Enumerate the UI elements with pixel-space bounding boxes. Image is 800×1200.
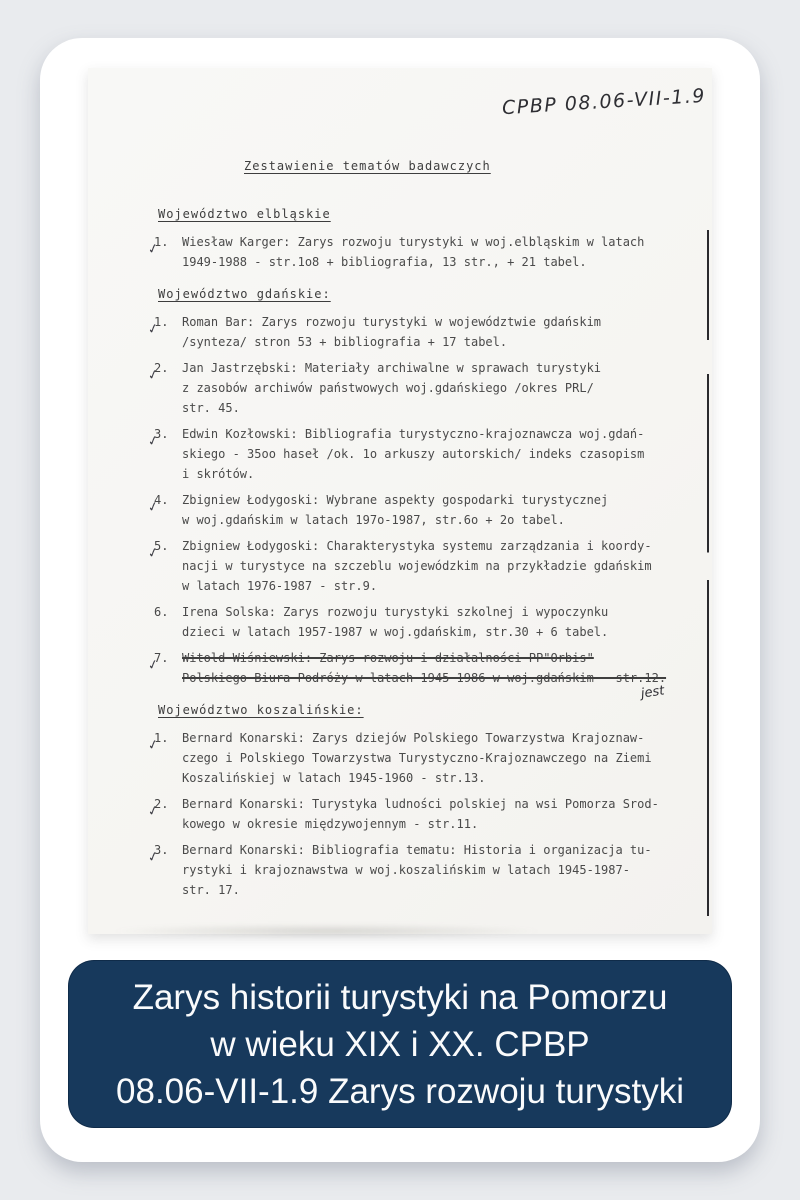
item-text-line: kowego w okresie międzywojennym - str.11. <box>182 817 479 831</box>
item-text <box>182 728 678 788</box>
item-text <box>182 536 678 596</box>
item-number: 1. ✓ <box>154 232 182 272</box>
handwritten-checkmark-icon: ✓ <box>146 366 161 385</box>
item-text <box>182 424 678 484</box>
list-item <box>146 358 678 418</box>
handwritten-checkmark-icon: ✓ <box>146 320 161 339</box>
caption-line: 08.06-VII-1.9 Zarys rozwoju turystyki <box>116 1071 684 1111</box>
handwritten-reference-number: CPBP 08.06-VII-1.9 <box>501 84 707 120</box>
section-heading: Województwo koszalińskie: <box>158 703 364 717</box>
item-number: 3. ✓ <box>154 424 182 484</box>
item-text-line: w woj.gdańskim w latach 197o-1987, str.6o + 2o tabel. <box>182 513 565 527</box>
item-text-line: Bernard Konarski: Bibliografia tematu: Historia i organizacja tu- <box>182 843 652 857</box>
handwritten-checkmark-icon: ✓ <box>146 802 161 821</box>
list-item <box>146 424 678 484</box>
item-text-line: dzieci w latach 1957-1987 w woj.gdańskim, str.30 + 6 tabel. <box>182 625 609 639</box>
item-text-line: czego i Polskiego Towarzystwa Turystyczno-Krajoznawczego na Ziemi <box>182 751 652 765</box>
item-text <box>182 794 678 834</box>
caption-line: Zarys historii turystyki na Pomorzu <box>132 977 668 1017</box>
handwritten-checkmark-icon: ✓ <box>146 432 161 451</box>
item-text-line: i skrótów. <box>182 467 255 481</box>
handwritten-checkmark-icon: ✓ <box>146 240 161 259</box>
item-text-line: skiego - 35oo haseł /ok. 1o arkuszy autorskich/ indeks czasopism <box>182 447 645 461</box>
document-title: Zestawienie tematów badawczych <box>244 159 491 173</box>
list-item <box>146 536 678 596</box>
doc-sections <box>146 204 678 900</box>
item-text-line: str. 17. <box>182 883 240 897</box>
item-text-line: z zasobów archiwów państwowych woj.gdańskiego /okres PRL/ <box>182 381 594 395</box>
item-number: 1. ✓ <box>154 728 182 788</box>
item-number: 3. ✓ <box>154 840 182 900</box>
item-text <box>182 648 678 702</box>
item-text-line: Roman Bar: Zarys rozwoju turystyki w województwie gdańskim <box>182 315 602 329</box>
list-item <box>146 728 678 788</box>
item-text-line: str. 45. <box>182 401 240 415</box>
list-item <box>146 840 678 900</box>
item-number: 2. ✓ <box>154 794 182 834</box>
list-item <box>146 794 678 834</box>
item-number: 6. <box>154 605 169 619</box>
item-text-line: Bernard Konarski: Zarys dziejów Polskiego Towarzystwa Krajoznaw- <box>182 731 645 745</box>
item-text-line: Edwin Kozłowski: Bibliografia turystyczno-krajoznawcza woj.gdań- <box>182 427 645 441</box>
item-text-line: Wiesław Karger: Zarys rozwoju turystyki w woj.elbląskim w latach <box>182 235 645 249</box>
caption-box <box>68 960 732 1128</box>
item-text-line: 1949-1988 - str.1o8 + bibliografia, 13 str., + 21 tabel. <box>182 255 587 269</box>
list-item <box>146 490 678 530</box>
item-text-line: nacji w turystyce na szczeblu wojewódzkim na przykładzie gdańskim <box>182 559 652 573</box>
item-number: 4. ✓ <box>154 490 182 530</box>
caption-line: w wieku XIX i XX. CPBP <box>210 1024 590 1064</box>
item-text <box>182 232 678 272</box>
item-text-line: rystyki i krajoznawstwa w woj.koszalińskim w latach 1945-1987- <box>182 863 630 877</box>
document-body <box>88 68 712 900</box>
item-text-line: Zbigniew Łodygoski: Charakterystyka systemu zarządzania i koordy- <box>182 539 652 553</box>
handwritten-checkmark-icon: ✓ <box>146 656 161 675</box>
section-heading: Województwo elbląskie <box>158 207 331 221</box>
item-text <box>182 490 678 530</box>
section-heading: Województwo gdańskie: <box>158 287 331 301</box>
list-item <box>154 602 678 642</box>
list-item <box>146 648 678 702</box>
item-text <box>182 602 678 642</box>
handwritten-checkmark-icon: ✓ <box>146 498 161 517</box>
item-number: 1. ✓ <box>154 312 182 352</box>
item-number: 2. ✓ <box>154 358 182 418</box>
handwritten-annotation: jest <box>639 683 665 702</box>
scanned-document <box>88 68 712 934</box>
item-text <box>182 840 678 900</box>
item-text-line: Bernard Konarski: Turystyka ludności polskiej na wsi Pomorza Srod- <box>182 797 659 811</box>
item-number: 5. ✓ <box>154 536 182 596</box>
item-text-line: Irena Solska: Zarys rozwoju turystyki szkolnej i wypoczynku <box>182 605 609 619</box>
item-text-line: /synteza/ stron 53 + bibliografia + 17 tabel. <box>182 335 508 349</box>
handwritten-checkmark-icon: ✓ <box>146 848 161 867</box>
scan-shadow-smudge <box>108 924 545 938</box>
item-number: 7. ✓ <box>154 648 182 688</box>
handwritten-checkmark-icon: ✓ <box>146 736 161 755</box>
handwritten-checkmark-icon: ✓ <box>146 544 161 563</box>
scan-edge-artifact <box>707 230 709 916</box>
item-card <box>40 38 760 1162</box>
item-text <box>182 312 678 352</box>
item-text-line: Zbigniew Łodygoski: Wybrane aspekty gospodarki turystycznej <box>182 493 609 507</box>
item-text-line: Polskiego Biura Podróży w latach 1945-1986 w woj.gdańskim - str.12. <box>182 671 667 685</box>
list-item <box>146 232 678 272</box>
item-text-line: Jan Jastrzębski: Materiały archiwalne w sprawach turystyki <box>182 361 602 375</box>
item-text-line: w latach 1976-1987 - str.9. <box>182 579 378 593</box>
item-text-line: Koszalińskiej w latach 1945-1960 - str.13. <box>182 771 486 785</box>
item-text <box>182 358 678 418</box>
item-text-line: Witold Wiśniewski: Zarys rozwoju i działalności PP"Orbis" <box>182 651 594 665</box>
list-item <box>146 312 678 352</box>
